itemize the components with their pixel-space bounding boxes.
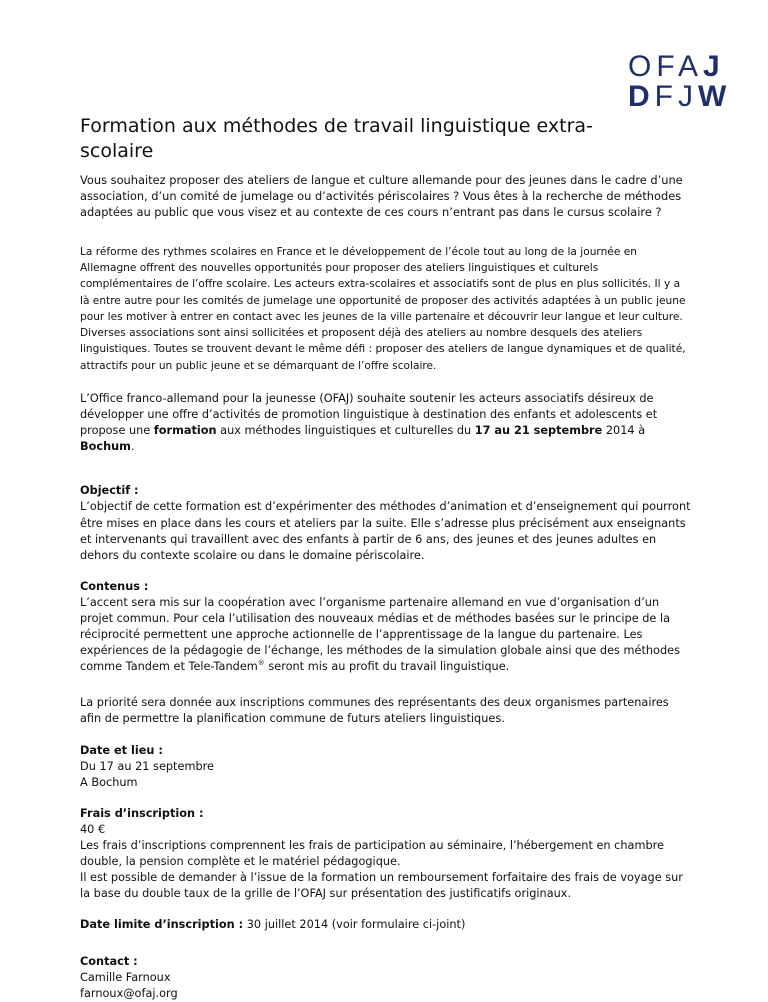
- event-place: A Bochum: [80, 775, 138, 789]
- priority-paragraph: La priorité sera donnée aux inscriptions communes des représentants des deux organismes partenaires afin de permettre la planification commune de futurs ateliers linguistiques.: [80, 696, 669, 726]
- contenus-text: L’accent sera mis sur la coopération avec l’organisme partenaire allemand en vue d’organisation d’un projet commun. Pour cela l’utilisation des nouveaux médias et de méthodes basées sur le principe de la réciprocité permettent une approche actionnelle de l’apprentissage de la langue du partenaire. Les expériences de la pédagogie de l’échange, les méthodes de la simulation globale ainsi que des méthodes comme Tandem et Tele-Tandem: [80, 595, 680, 674]
- logo-w: W: [698, 80, 732, 113]
- offer-paragraph: [80, 391, 692, 455]
- logo-line-dfjw: [628, 82, 731, 112]
- event-date: Du 17 au 21 septembre: [80, 759, 214, 773]
- ofaj-dfjw-logo: [628, 52, 731, 112]
- logo-fj: FJ: [654, 80, 698, 113]
- objectif-text: L’objectif de cette formation est d’expérimenter des méthodes d’animation et d’enseignement qui pourront être mises en place dans les cours et ateliers par la suite. Elle s’adresse plus précisément aux enseignants et intervenants qui travaillent avec des enfants à partir de 6 ans, des jeunes et des jeunes adultes en dehors du contexte scolaire ou dans le domaine périscolaire.: [80, 500, 691, 562]
- contact-email[interactable]: farnoux@ofaj.org: [80, 986, 178, 1000]
- logo-j: J: [703, 50, 725, 83]
- offer-city: Bochum: [80, 440, 131, 454]
- contact-label: Contact :: [80, 954, 138, 968]
- date-lieu-section: [80, 743, 692, 791]
- offer-text-before: L’Office franco-allemand pour la jeunesse (OFAJ) souhaite soutenir les acteurs associatifs désireux de développer une offre d’activités de promotion linguistique à destination des enfants et adolescents et propose une: [80, 391, 658, 438]
- frais-amount: 40 €: [80, 822, 106, 836]
- intro-paragraph: Vous souhaitez proposer des ateliers de langue et culture allemande pour des jeunes dans le cadre d’une association, d’un comité de jumelage ou d’activités périscolaires ? Vous êtes à la recherche de méthodes adaptées au public que vous visez et au contexte de ces cours n’entrant pas dans le cursus scolaire ?: [80, 173, 683, 220]
- contenus-label: Contenus :: [80, 579, 149, 593]
- frais-text-2: Il est possible de demander à l’issue de la formation un remboursement forfaitaire des frais de voyage sur la base du double taux de la grille de l’OFAJ sur présentation des justificatifs originaux.: [80, 871, 683, 901]
- date-lieu-label: Date et lieu :: [80, 743, 163, 757]
- frais-section: [80, 806, 692, 903]
- objectif-label: Objectif :: [80, 484, 139, 498]
- contact-section: [80, 954, 692, 1002]
- contact-name: Camille Farnoux: [80, 970, 171, 984]
- registered-mark: ®: [257, 659, 265, 668]
- frais-text-1: Les frais d’inscriptions comprennent les frais de participation au séminaire, l’hébergement en chambre double, la pension complète et le matériel pédagogique.: [80, 839, 665, 869]
- deadline-label: Date limite d’inscription :: [80, 918, 244, 932]
- deadline-paragraph: [80, 917, 692, 933]
- offer-dates: 17 au 21 septembre: [474, 424, 603, 438]
- deadline-text: 30 juillet 2014 (voir formulaire ci-joint): [243, 918, 466, 932]
- offer-text-mid: aux méthodes linguistiques et culturelles du: [216, 424, 475, 438]
- offer-text-end: .: [130, 440, 135, 454]
- context-paragraph: La réforme des rythmes scolaires en France et le développement de l’école tout au long de la journée en Allemagne offrent des nouvelles opportunités pour proposer des ateliers linguistiques et culturels complémentaires de l’offre scolaire. Les acteurs extra-scolaires et associatifs sont de plus en plus sollicités. Il y a là entre autre pour les comités de jumelage une opportunité de proposer des activités adaptées à un public jeune pour les motiver à entrer en contact avec les jeunes de la ville partenaire et découvrir leur langue et leur culture. Diverses associations sont ainsi sollicitées et proposent déjà des ateliers au nombre desquels des ateliers linguistiques. Toutes se trouvent devant le même défi : proposer des ateliers de langue dynamiques et de qualité, attractifs pour un public jeune et se démarquant de l’offre scolaire.: [80, 245, 686, 372]
- objectif-section: [80, 483, 692, 563]
- frais-label: Frais d’inscription :: [80, 806, 204, 820]
- document-body: [80, 172, 692, 1002]
- contenus-section: [80, 579, 692, 676]
- offer-text-mid2: 2014 à: [602, 424, 646, 438]
- logo-d: D: [628, 80, 655, 113]
- logo-line-ofaj: [628, 52, 731, 82]
- logo-ofa: OFA: [628, 50, 704, 83]
- contenus-text-end: seront mis au profit du travail linguistique.: [264, 660, 510, 674]
- page-title: Formation aux méthodes de travail linguistique extra-scolaire: [80, 115, 593, 162]
- offer-formation: formation: [153, 424, 217, 438]
